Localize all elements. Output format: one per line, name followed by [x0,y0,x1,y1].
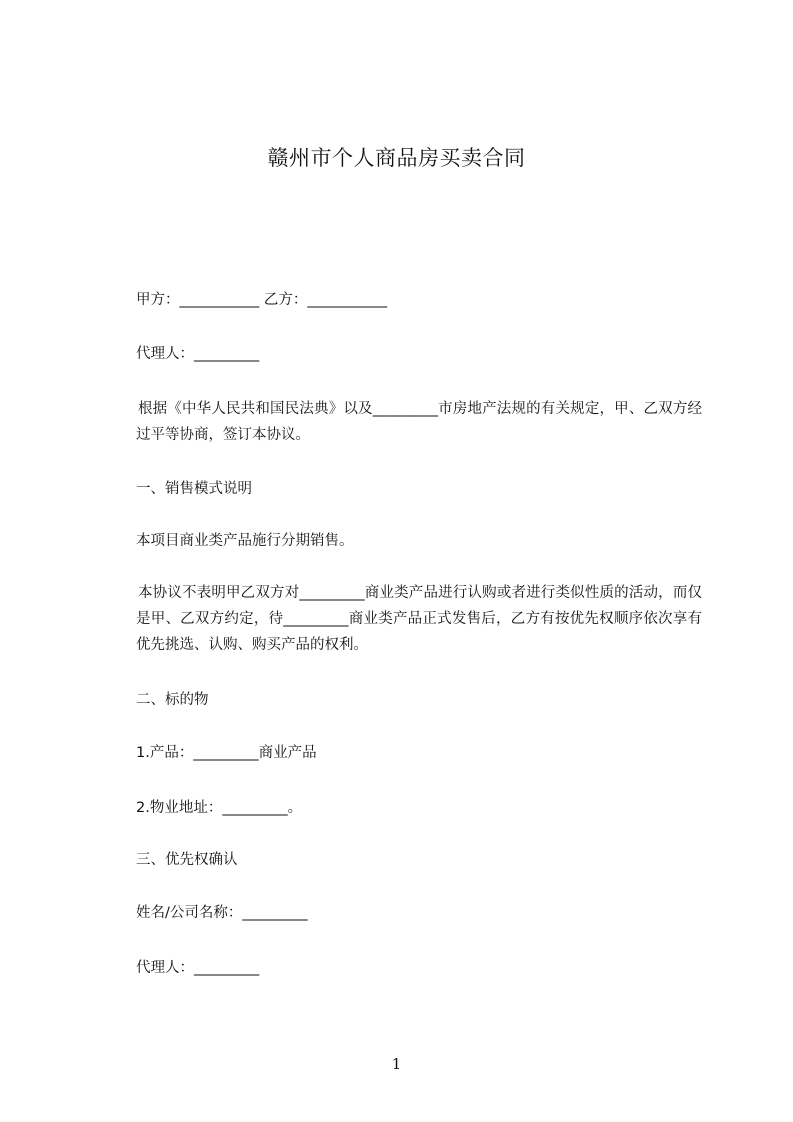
section-heading-priority: 三、优先权确认 [136,852,238,868]
page-number: 1 [391,1055,402,1073]
name-company-line: 姓名/公司名称：_________ [136,905,308,921]
parties-line: 甲方：___________ 乙方：___________ [136,292,388,308]
agent-line-2: 代理人：_________ [136,960,260,976]
intro-paragraph: 根据《中华人民共和国民法典》以及_________市房地产法规的有关规定，甲、乙双方经过平等协商，签订本协议。 [136,401,702,443]
document-title: 赣州市个人商品房买卖合同 [267,146,526,170]
section-heading-sales-mode: 一、销售模式说明 [136,481,252,497]
sales-mode-paragraph: 本项目商业类产品施行分期销售。 [136,533,354,549]
property-address-item: 2.物业地址：_________。 [136,800,303,816]
agreement-paragraph: 本协议不表明甲乙双方对_________商业类产品进行认购或者进行类似性质的活动，而仅是甲、乙双方约定，待_________商业类产品正式发售后，乙方有按优先权顺序依次享有优先挑选、认购、购买产品的权利。 [136,585,702,653]
agent-line: 代理人：_________ [136,346,260,362]
product-item: 1.产品：_________商业产品 [136,745,317,761]
section-heading-subject: 二、标的物 [136,692,209,708]
